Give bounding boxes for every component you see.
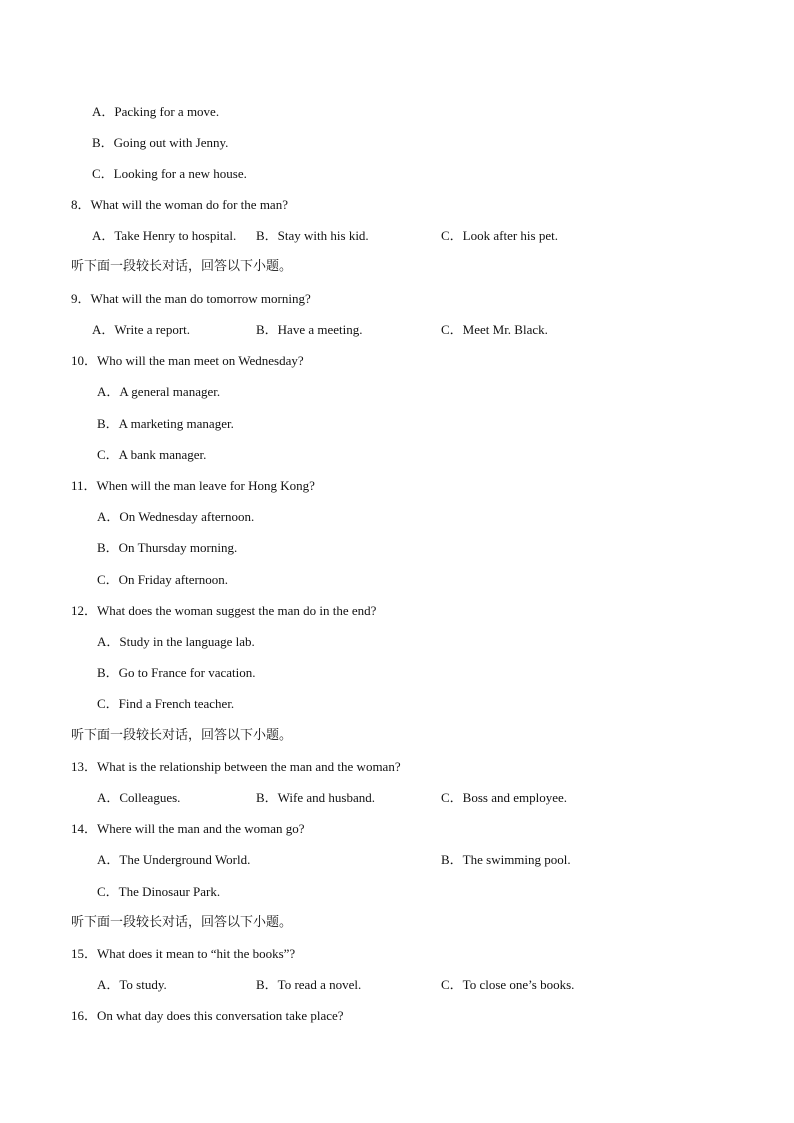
q9-option-c: C．Meet Mr. Black.	[441, 322, 548, 337]
q12-option-c: C．Find a French teacher.	[97, 696, 235, 711]
q8-option-c: C．Look after his pet.	[441, 228, 558, 243]
q11-stem: 11．When will the man leave for Hong Kong?	[71, 478, 315, 493]
q13-option-a: A．Colleagues.	[97, 790, 181, 805]
q9-option-a: A．Write a report.	[92, 322, 191, 337]
q9-stem: 9．What will the man do tomorrow morning?	[71, 291, 311, 306]
q12-option-a: A．Study in the language lab.	[97, 634, 255, 649]
q7-option-a: A．Packing for a move.	[92, 104, 220, 119]
q14-option-c: C．The Dinosaur Park.	[97, 884, 221, 899]
q15-option-a: A．To study.	[97, 977, 167, 992]
q13-option-b: B．Wife and husband.	[256, 790, 375, 805]
q15-stem: 15．What does it mean to “hit the books”?	[71, 946, 296, 961]
q13-option-c: C．Boss and employee.	[441, 790, 568, 805]
q8-option-a: A．Take Henry to hospital.	[92, 228, 237, 243]
q14-option-a: A．The Underground World.	[97, 852, 251, 867]
q10-option-b: B．A marketing manager.	[97, 416, 234, 431]
q10-stem: 10．Who will the man meet on Wednesday?	[71, 353, 304, 368]
q14-stem: 14．Where will the man and the woman go?	[71, 821, 305, 836]
q12-option-b: B．Go to France for vacation.	[97, 665, 256, 680]
q8-option-b: B．Stay with his kid.	[256, 228, 369, 243]
section-instruction-3: 听下面一段较长对话，回答以下小题。	[71, 915, 293, 930]
q8-stem: 8．What will the woman do for the man?	[71, 197, 288, 212]
q13-stem: 13．What is the relationship between the man and the woman?	[71, 759, 401, 774]
section-instruction-1: 听下面一段较长对话，回答以下小题。	[71, 259, 293, 274]
q7-option-b: B．Going out with Jenny.	[92, 135, 229, 150]
q11-option-b: B．On Thursday morning.	[97, 540, 238, 555]
q9-option-b: B．Have a meeting.	[256, 322, 363, 337]
q11-option-c: C．On Friday afternoon.	[97, 572, 229, 587]
q11-option-a: A．On Wednesday afternoon.	[97, 509, 255, 524]
q10-option-c: C．A bank manager.	[97, 447, 207, 462]
q7-option-c: C．Looking for a new house.	[92, 166, 247, 181]
q15-option-c: C．To close one’s books.	[441, 977, 575, 992]
q16-stem: 16．On what day does this conversation take place?	[71, 1008, 344, 1023]
q15-option-b: B．To read a novel.	[256, 977, 362, 992]
q10-option-a: A．A general manager.	[97, 384, 221, 399]
q14-option-b: B．The swimming pool.	[441, 852, 571, 867]
section-instruction-2: 听下面一段较长对话，回答以下小题。	[71, 728, 293, 743]
q12-stem: 12．What does the woman suggest the man do in the end?	[71, 603, 377, 618]
